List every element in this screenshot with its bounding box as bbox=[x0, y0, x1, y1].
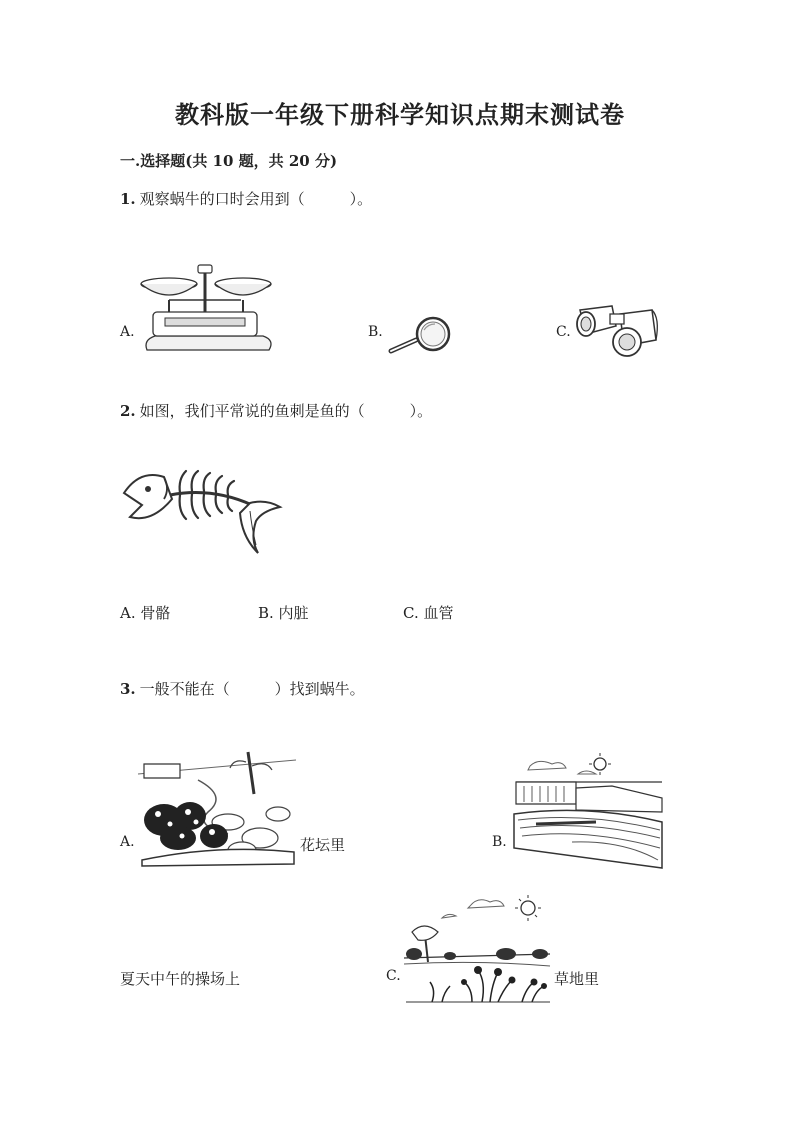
q1-option-b-label[interactable]: B. bbox=[368, 324, 383, 340]
q2-option-b[interactable]: B. 内脏 bbox=[258, 604, 309, 622]
q2-option-a[interactable]: A. 骨骼 bbox=[120, 604, 171, 622]
grassland-scene-icon bbox=[402, 892, 552, 1004]
q1-option-a-label[interactable]: A. bbox=[120, 324, 135, 340]
q3-option-a-label[interactable]: A. bbox=[120, 834, 135, 850]
q2-option-c[interactable]: C. 血管 bbox=[403, 604, 454, 622]
flower-bed-scene-icon bbox=[138, 752, 296, 867]
magnifying-glass-icon bbox=[388, 316, 458, 356]
fish-skeleton-icon bbox=[122, 465, 282, 560]
q1-option-c-label[interactable]: C. bbox=[556, 324, 571, 340]
q3-option-c-label[interactable]: C. bbox=[386, 968, 401, 984]
page-title: 教科版一年级下册科学知识点期末测试卷 bbox=[175, 100, 625, 129]
question-1 bbox=[120, 188, 372, 209]
question-3 bbox=[120, 678, 365, 699]
question-3-number: 3. bbox=[120, 680, 136, 698]
playground-scene-icon bbox=[512, 752, 664, 870]
question-3-text: 一般不能在（ ）找到蜗牛。 bbox=[139, 680, 365, 698]
question-2-text: 如图，我们平常说的鱼刺是鱼的（ ）。 bbox=[139, 402, 433, 420]
binoculars-icon bbox=[572, 300, 662, 360]
q3-option-b-label[interactable]: B. bbox=[492, 834, 507, 850]
q3-option-a-text: 花坛里 bbox=[300, 836, 346, 854]
q3-option-c-text: 草地里 bbox=[554, 970, 600, 988]
balance-scale-icon bbox=[135, 262, 280, 357]
q3-option-b-text: 夏天中午的操场上 bbox=[120, 970, 241, 988]
question-2 bbox=[120, 400, 432, 421]
section-heading: 一.选择题(共 10 题，共 20 分) bbox=[120, 152, 338, 170]
question-2-number: 2. bbox=[120, 402, 136, 420]
question-1-text: 观察蜗牛的口时会用到（ ）。 bbox=[139, 190, 373, 208]
question-1-number: 1. bbox=[120, 190, 136, 208]
